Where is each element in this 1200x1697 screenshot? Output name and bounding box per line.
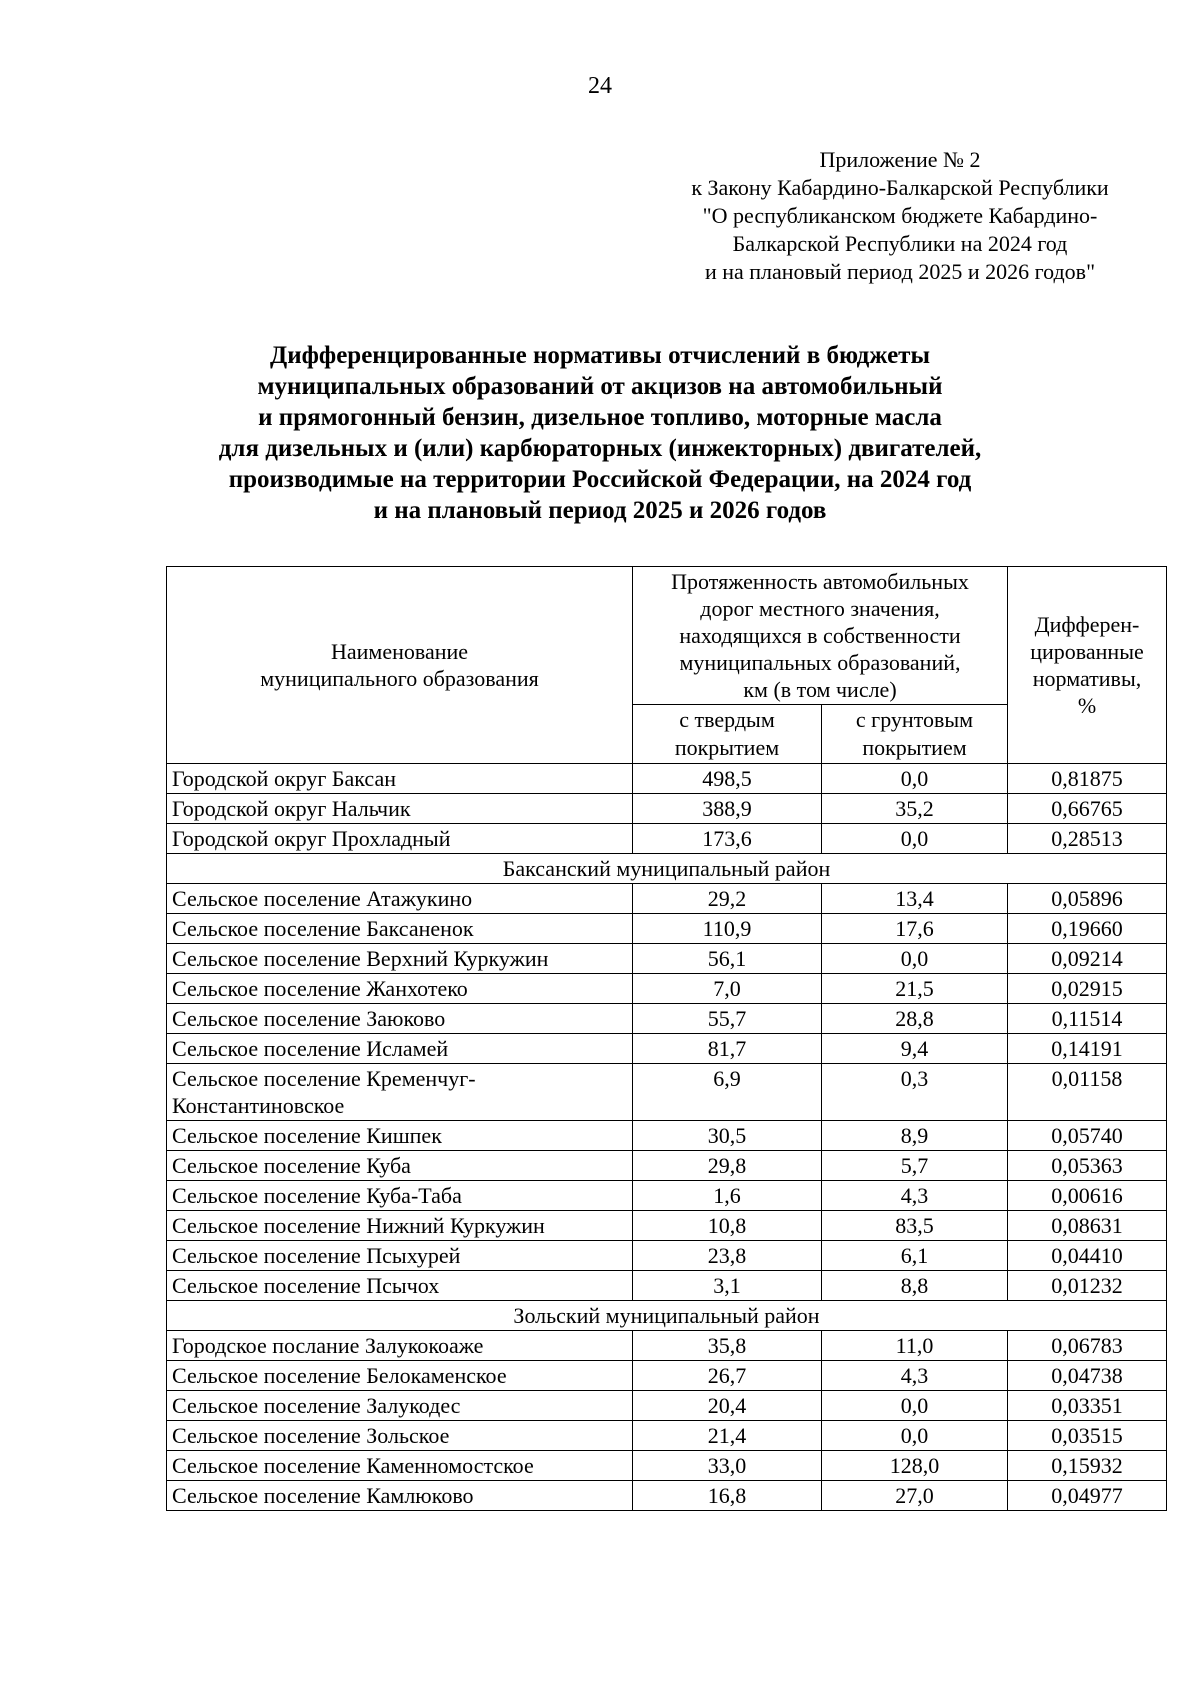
section-title: Зольский муниципальный район: [167, 1301, 1167, 1331]
table-row: [167, 1361, 1167, 1391]
normative-percent: 0,01158: [1008, 1064, 1167, 1121]
normative-percent: 0,01232: [1008, 1271, 1167, 1301]
municipality-name: [167, 1361, 633, 1391]
municipality-name-line: Сельское поселение Камлюково: [172, 1483, 474, 1508]
normative-percent: 0,28513: [1008, 824, 1167, 854]
municipality-name: [167, 1151, 633, 1181]
hard-surface-km: 498,5: [633, 764, 822, 794]
section-row: [167, 1301, 1167, 1331]
ground-surface-km: 21,5: [822, 974, 1008, 1004]
header-line: муниципальных образований,: [679, 650, 961, 675]
table-row: [167, 1211, 1167, 1241]
header-line: цированные: [1030, 639, 1144, 664]
municipality-name-line: Городской округ Нальчик: [172, 796, 411, 821]
header-line: Протяженность автомобильных: [671, 569, 969, 594]
section-row: [167, 854, 1167, 884]
table-row: [167, 1481, 1167, 1511]
header-line: с твердым: [679, 707, 775, 732]
table-row: [167, 1241, 1167, 1271]
ground-surface-km: 13,4: [822, 884, 1008, 914]
normative-percent: 0,06783: [1008, 1331, 1167, 1361]
normative-percent: 0,19660: [1008, 914, 1167, 944]
municipality-name: [167, 1034, 633, 1064]
municipality-name: [167, 1064, 633, 1121]
hard-surface-km: 10,8: [633, 1211, 822, 1241]
municipality-name: [167, 1241, 633, 1271]
hard-surface-km: 23,8: [633, 1241, 822, 1271]
ground-surface-km: 4,3: [822, 1361, 1008, 1391]
header-line: Наименование: [330, 639, 469, 664]
table-row: [167, 1151, 1167, 1181]
municipality-name-line: Сельское поселение Исламей: [172, 1036, 449, 1061]
hard-surface-km: 33,0: [633, 1451, 822, 1481]
ground-surface-km: 0,0: [822, 944, 1008, 974]
title-line: и на плановый период 2025 и 2026 годов: [373, 497, 827, 524]
municipality-name-line: Сельское поселение Кишпек: [172, 1123, 442, 1148]
municipality-name-line: Сельское поселение Кременчуг-: [172, 1066, 476, 1091]
header-line: км (в том числе): [743, 677, 897, 702]
normatives-table: [166, 566, 1167, 1511]
municipality-name-line: Сельское поселение Баксаненок: [172, 916, 474, 941]
normative-percent: 0,00616: [1008, 1181, 1167, 1211]
appendix-line: "О республиканском бюджете Кабардино-: [702, 203, 1098, 228]
ground-surface-km: 0,0: [822, 1391, 1008, 1421]
hard-surface-km: 21,4: [633, 1421, 822, 1451]
title-line: муниципальных образований от акцизов на автомобильный: [257, 373, 943, 400]
table-row: [167, 1064, 1167, 1121]
ground-surface-km: 0,0: [822, 764, 1008, 794]
appendix-note: [640, 146, 1160, 286]
municipality-name: [167, 1121, 633, 1151]
header-ground-surface: [822, 705, 1008, 764]
municipality-name-line: Сельское поселение Нижний Куркужин: [172, 1213, 545, 1238]
page-number: 24: [588, 73, 612, 99]
header-line: %: [1077, 693, 1097, 718]
hard-surface-km: 110,9: [633, 914, 822, 944]
table-row: [167, 1271, 1167, 1301]
header-line: с грунтовым: [855, 707, 974, 732]
hard-surface-km: 173,6: [633, 824, 822, 854]
ground-surface-km: 83,5: [822, 1211, 1008, 1241]
ground-surface-km: 4,3: [822, 1181, 1008, 1211]
municipality-name: [167, 1211, 633, 1241]
ground-surface-km: 28,8: [822, 1004, 1008, 1034]
ground-surface-km: 11,0: [822, 1331, 1008, 1361]
table-row: [167, 1181, 1167, 1211]
hard-surface-km: 29,8: [633, 1151, 822, 1181]
ground-surface-km: 0,0: [822, 824, 1008, 854]
normative-percent: 0,15932: [1008, 1451, 1167, 1481]
normative-percent: 0,05896: [1008, 884, 1167, 914]
municipality-name: [167, 824, 633, 854]
municipality-name-line: Сельское поселение Атажукино: [172, 886, 473, 911]
municipality-name-line: Сельское поселение Каменномостское: [172, 1453, 534, 1478]
normative-percent: 0,14191: [1008, 1034, 1167, 1064]
title-line: для дизельных и (или) карбюраторных (инжекторных) двигателей,: [218, 435, 982, 462]
hard-surface-km: 55,7: [633, 1004, 822, 1034]
normative-percent: 0,03515: [1008, 1421, 1167, 1451]
normative-percent: 0,04738: [1008, 1361, 1167, 1391]
municipality-name-line: Сельское поселение Зольское: [172, 1423, 450, 1448]
ground-surface-km: 0,3: [822, 1064, 1008, 1121]
table-row: [167, 764, 1167, 794]
normative-percent: 0,09214: [1008, 944, 1167, 974]
municipality-name-line: Сельское поселение Залукодес: [172, 1393, 461, 1418]
appendix-line: Балкарской Республики на 2024 год: [732, 231, 1068, 256]
table-header: [167, 567, 1167, 764]
municipality-name-line: Сельское поселение Псычох: [172, 1273, 440, 1298]
municipality-name: [167, 1481, 633, 1511]
municipality-name-line: Константиновское: [172, 1093, 345, 1118]
hard-surface-km: 26,7: [633, 1361, 822, 1391]
title-line: и прямогонный бензин, дизельное топливо, моторные масла: [258, 404, 942, 431]
header-line: дорог местного значения,: [700, 596, 940, 621]
table-body: [167, 764, 1167, 1511]
municipality-name: [167, 1331, 633, 1361]
header-length: [633, 567, 1008, 705]
normative-percent: 0,81875: [1008, 764, 1167, 794]
normative-percent: 0,66765: [1008, 794, 1167, 824]
document-title: [150, 340, 1050, 526]
municipality-name-line: Сельское поселение Белокаменское: [172, 1363, 507, 1388]
table-row: [167, 794, 1167, 824]
table-row: [167, 884, 1167, 914]
ground-surface-km: 0,0: [822, 1421, 1008, 1451]
normative-percent: 0,08631: [1008, 1211, 1167, 1241]
municipality-name-line: Сельское поселение Жанхотеко: [172, 976, 468, 1001]
hard-surface-km: 81,7: [633, 1034, 822, 1064]
municipality-name: [167, 1421, 633, 1451]
municipality-name-line: Сельское поселение Псыхурей: [172, 1243, 461, 1268]
hard-surface-km: 35,8: [633, 1331, 822, 1361]
header-line: Дифферен-: [1034, 612, 1140, 637]
title-line: Дифференцированные нормативы отчислений в бюджеты: [270, 342, 930, 369]
municipality-name: [167, 764, 633, 794]
header-line: покрытием: [674, 735, 780, 760]
header-normative: [1008, 567, 1167, 764]
title-line: производимые на территории Российской Федерации, на 2024 год: [228, 466, 972, 493]
municipality-name-line: Городской округ Баксан: [172, 766, 396, 791]
table-row: [167, 1421, 1167, 1451]
ground-surface-km: 128,0: [822, 1451, 1008, 1481]
ground-surface-km: 17,6: [822, 914, 1008, 944]
ground-surface-km: 35,2: [822, 794, 1008, 824]
municipality-name-line: Сельское поселение Куба-Таба: [172, 1183, 462, 1208]
header-line: покрытием: [862, 735, 967, 760]
hard-surface-km: 56,1: [633, 944, 822, 974]
header-hard-surface: [633, 705, 822, 764]
municipality-name: [167, 974, 633, 1004]
municipality-name-line: Сельское поселение Верхний Куркужин: [172, 946, 549, 971]
section-title: Баксанский муниципальный район: [167, 854, 1167, 884]
ground-surface-km: 9,4: [822, 1034, 1008, 1064]
ground-surface-km: 6,1: [822, 1241, 1008, 1271]
ground-surface-km: 27,0: [822, 1481, 1008, 1511]
header-name: [167, 567, 633, 764]
normative-percent: 0,04977: [1008, 1481, 1167, 1511]
table-row: [167, 1004, 1167, 1034]
normative-percent: 0,11514: [1008, 1004, 1167, 1034]
normative-percent: 0,05740: [1008, 1121, 1167, 1151]
hard-surface-km: 20,4: [633, 1391, 822, 1421]
table-row: [167, 914, 1167, 944]
normative-percent: 0,02915: [1008, 974, 1167, 1004]
header-line: нормативы,: [1032, 666, 1142, 691]
municipality-name: [167, 1391, 633, 1421]
table-row: [167, 1331, 1167, 1361]
appendix-line: и на плановый период 2025 и 2026 годов": [704, 259, 1096, 284]
municipality-name: [167, 1004, 633, 1034]
hard-surface-km: 3,1: [633, 1271, 822, 1301]
municipality-name-line: Городское послание Залукокоаже: [172, 1333, 484, 1358]
municipality-name: [167, 884, 633, 914]
municipality-name: [167, 1181, 633, 1211]
municipality-name: [167, 914, 633, 944]
hard-surface-km: 6,9: [633, 1064, 822, 1121]
ground-surface-km: 8,8: [822, 1271, 1008, 1301]
municipality-name: [167, 944, 633, 974]
appendix-line: к Закону Кабардино-Балкарской Республики: [691, 175, 1109, 200]
municipality-name: [167, 1271, 633, 1301]
hard-surface-km: 16,8: [633, 1481, 822, 1511]
municipality-name-line: Сельское поселение Куба: [172, 1153, 411, 1178]
hard-surface-km: 388,9: [633, 794, 822, 824]
appendix-line: Приложение № 2: [819, 147, 981, 172]
table-row: [167, 824, 1167, 854]
normative-percent: 0,03351: [1008, 1391, 1167, 1421]
municipality-name: [167, 794, 633, 824]
municipality-name-line: Сельское поселение Заюково: [172, 1006, 446, 1031]
normative-percent: 0,04410: [1008, 1241, 1167, 1271]
table-row: [167, 944, 1167, 974]
table-row: [167, 1451, 1167, 1481]
ground-surface-km: 5,7: [822, 1151, 1008, 1181]
table-row: [167, 974, 1167, 1004]
table-row: [167, 1034, 1167, 1064]
municipality-name: [167, 1451, 633, 1481]
municipality-name-line: Городской округ Прохладный: [172, 826, 451, 851]
header-line: находящихся в собственности: [679, 623, 961, 648]
ground-surface-km: 8,9: [822, 1121, 1008, 1151]
table-row: [167, 1391, 1167, 1421]
header-line: муниципального образования: [260, 666, 539, 691]
hard-surface-km: 7,0: [633, 974, 822, 1004]
hard-surface-km: 29,2: [633, 884, 822, 914]
normative-percent: 0,05363: [1008, 1151, 1167, 1181]
hard-surface-km: 1,6: [633, 1181, 822, 1211]
hard-surface-km: 30,5: [633, 1121, 822, 1151]
table-row: [167, 1121, 1167, 1151]
